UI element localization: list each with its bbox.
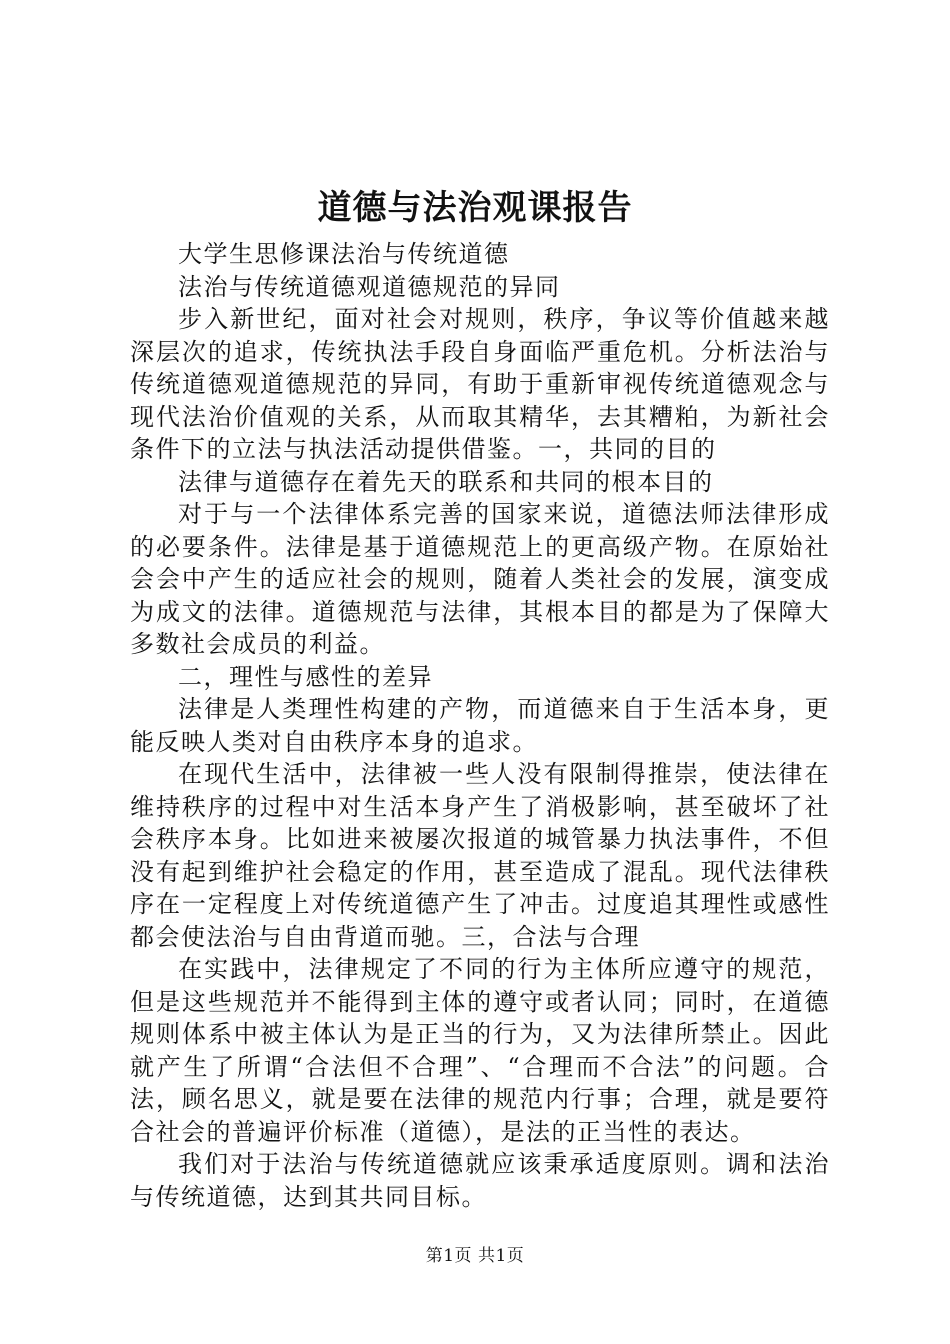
paragraph-practice: 在实践中，法律规定了不同的行为主体所应遵守的规范，但是这些规范并不能得到主体的遵守或者认同；同时，在道德规则体系中被主体认为是正当的行为，又为法律所禁止。因此就产生了所谓“合法但不合理”、“合理而不合法”的问题。合法，顾名思义，就是要在法律的规范内行事；合理，就是要符合社会的普遍评价标准（道德），是法的正当性的表达。 xyxy=(130,955,830,1146)
paragraph-conclusion: 我们对于法治与传统道德就应该秉承适度原则。调和法治与传统道德，达到其共同目标。 xyxy=(130,1150,830,1211)
paragraph-subtitle-1: 大学生思修课法治与传统道德 xyxy=(178,240,510,268)
paragraph-law-and-morality: 对于与一个法律体系完善的国家来说，道德法师法律形成的必要条件。法律是基于道德规范上的更高级产物。在原始社会会中产生的适应社会的规则，随着人类社会的发展，演变成为成文的法律。道德规范与法律，其根本目的都是为了保障大多数社会成员的利益。 xyxy=(130,500,830,658)
paragraph-rational: 法律是人类理性构建的产物，而道德来自于生活本身，更能反映人类对自由秩序本身的追求。 xyxy=(130,695,830,756)
paragraph-subtitle-2: 法治与传统道德观道德规范的异同 xyxy=(178,272,561,301)
document-title: 道德与法治观课报告 xyxy=(317,188,633,228)
paragraph-heading-2: 二，理性与感性的差异 xyxy=(178,662,433,691)
page-footer: 第1页 共1页 xyxy=(425,1246,525,1266)
paragraph-modern-life: 在现代生活中，法律被一些人没有限制得推崇，使法律在维持秩序的过程中对生活本身产生了消极影响，甚至破坏了社会秩序本身。比如进来被屡次报道的城管暴力执法事件，不但没有起到维护社会稳定的作用，甚至造成了混乱。现代法律秩序在一定程度上对传统道德产生了冲击。过度追其理性或感性都会使法治与自由背道而驰。三，合法与合理 xyxy=(130,760,830,951)
document-body xyxy=(130,238,830,1213)
paragraph-common-goal: 法律与道德存在着先天的联系和共同的根本目的 xyxy=(178,467,714,496)
paragraph-intro: 步入新世纪，面对社会对规则，秩序，争议等价值越来越深层次的追求，传统执法手段自身面临严重危机。分析法治与传统道德观道德规范的异同，有助于重新审视传统道德观念与现代法治价值观的关系，从而取其精华，去其糟粕，为新社会条件下的立法与执法活动提供借鉴。一，共同的目的 xyxy=(130,305,830,463)
